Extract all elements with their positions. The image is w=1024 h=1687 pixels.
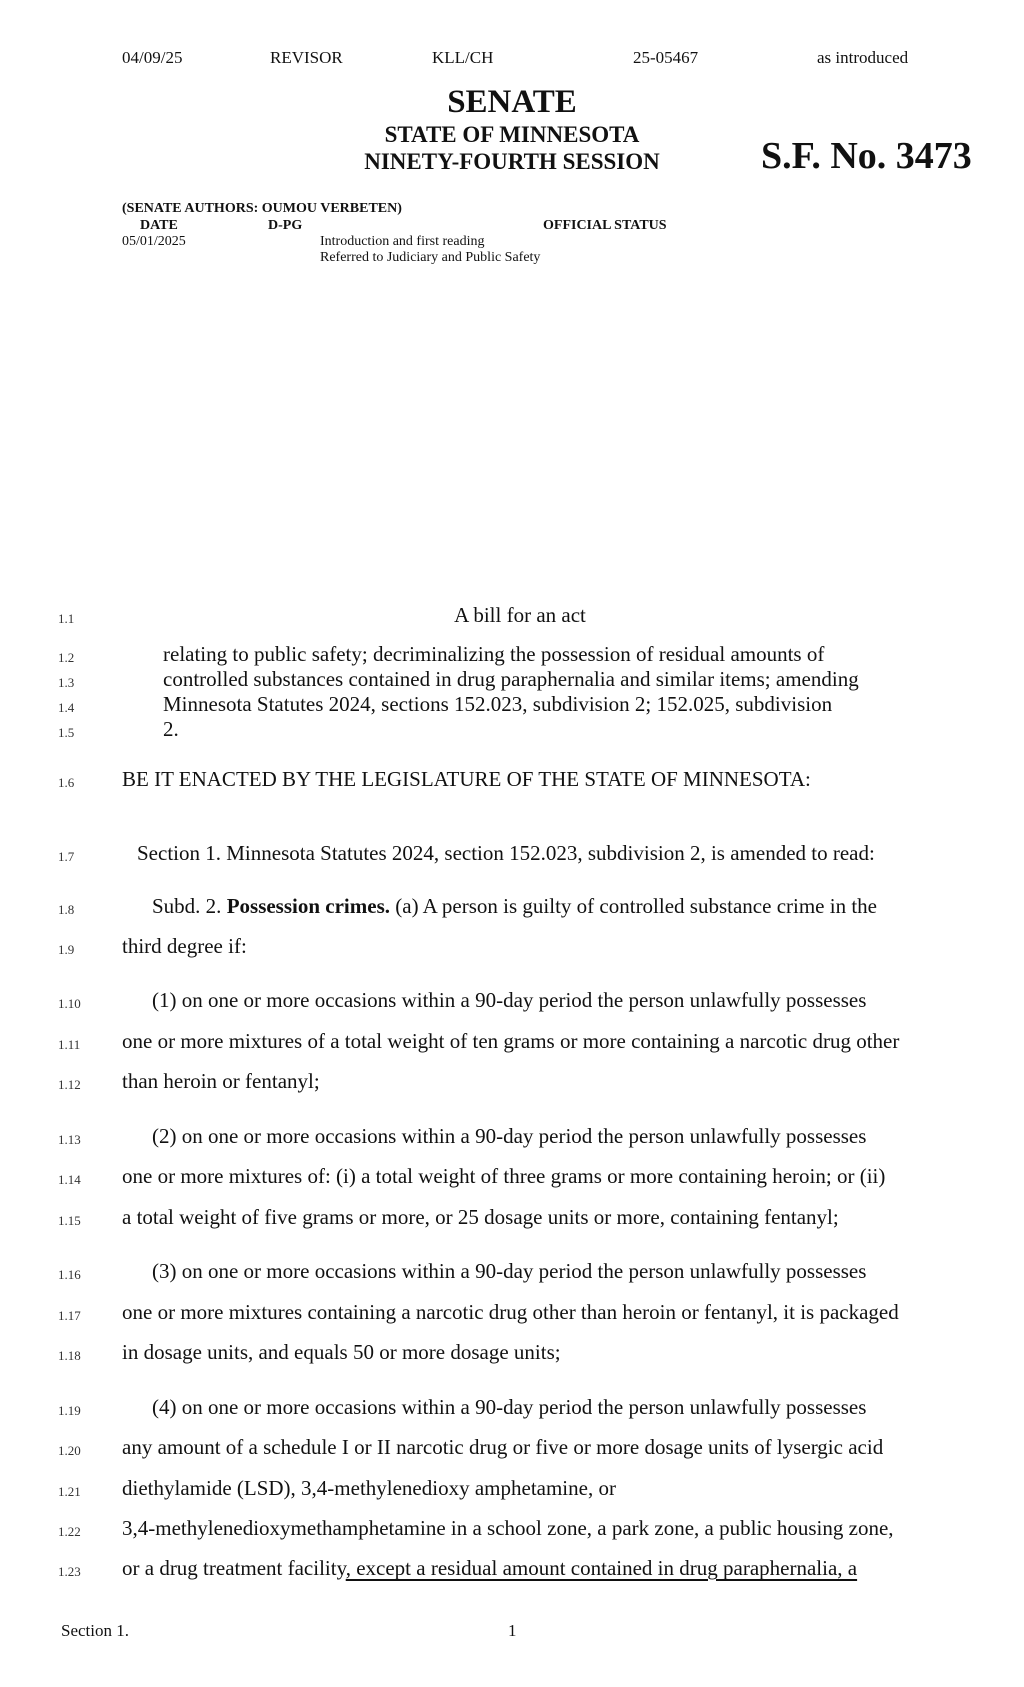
line-number: 1.16: [58, 1267, 81, 1282]
inserted-text: , except a residual amount contained in drug paraphernalia, a: [345, 1556, 858, 1580]
bill-text-line: a total weight of five grams or more, or 25 dosage units or more, containing fentanyl;: [122, 1205, 839, 1229]
line-number: 1.21: [58, 1484, 81, 1499]
line-number: 1.1: [58, 611, 75, 626]
bill-text-line: one or more mixtures containing a narcotic drug other than heroin or fentanyl, it is packaged: [122, 1300, 899, 1324]
line-number: 1.5: [58, 725, 75, 740]
line-number: 1.9: [58, 942, 75, 957]
session-title: NINETY-FOURTH SESSION: [364, 149, 660, 174]
bill-text-line: [122, 1556, 857, 1581]
bill-text-line: 2.: [163, 717, 179, 741]
line-number: 1.19: [58, 1403, 81, 1418]
bill-text-line: third degree if:: [122, 934, 247, 958]
line-number: 1.10: [58, 996, 81, 1011]
status-col-dpg: D-PG: [268, 218, 303, 233]
bill-text-line: one or more mixtures of: (i) a total weight of three grams or more containing heroin; or (ii): [122, 1164, 886, 1188]
status-col-date: DATE: [140, 218, 178, 233]
line-number: 1.8: [58, 902, 75, 917]
senate-authors: (SENATE AUTHORS: OUMOU VERBETEN): [122, 201, 402, 216]
line-number: 1.13: [58, 1132, 81, 1147]
line-number: 1.2: [58, 650, 75, 665]
bill-act-heading: A bill for an act: [454, 603, 586, 627]
bill-number: S.F. No. 3473: [761, 135, 972, 177]
senate-title: SENATE: [447, 84, 577, 120]
line-number: 1.6: [58, 775, 75, 790]
header-date: 04/09/25: [122, 48, 183, 67]
line-number: 1.7: [58, 849, 75, 864]
line-number: 1.14: [58, 1172, 81, 1187]
bill-text-line: (2) on one or more occasions within a 90-day period the person unlawfully possesses: [152, 1124, 867, 1148]
bill-text-line: 3,4-methylenedioxymethamphetamine in a school zone, a park zone, a public housing zone,: [122, 1516, 894, 1540]
page-number: 1: [508, 1621, 517, 1640]
header-initials: KLL/CH: [432, 48, 494, 67]
bill-text-line: than heroin or fentanyl;: [122, 1069, 320, 1093]
bill-text-line: in dosage units, and equals 50 or more dosage units;: [122, 1340, 561, 1364]
line-number: 1.18: [58, 1348, 81, 1363]
bill-text-line: (3) on one or more occasions within a 90-day period the person unlawfully possesses: [152, 1259, 867, 1283]
line-number: 1.17: [58, 1308, 81, 1323]
line-number: 1.15: [58, 1213, 81, 1228]
subd-title: Possession crimes.: [226, 894, 391, 918]
status-row-action-2: Referred to Judiciary and Public Safety: [320, 250, 541, 265]
bill-text-line: (4) on one or more occasions within a 90-day period the person unlawfully possesses: [152, 1395, 867, 1419]
bill-text-line: diethylamide (LSD), 3,4-methylenedioxy amphetamine, or: [122, 1476, 616, 1500]
enacting-clause: BE IT ENACTED BY THE LEGISLATURE OF THE STATE OF MINNESOTA:: [122, 767, 811, 791]
bill-text-line: controlled substances contained in drug paraphernalia and similar items; amending: [163, 667, 859, 691]
line-number: 1.3: [58, 675, 75, 690]
state-title: STATE OF MINNESOTA: [384, 122, 640, 147]
section-heading: Section 1. Minnesota Statutes 2024, section 152.023, subdivision 2, is amended to read:: [137, 841, 875, 865]
line-number: 1.12: [58, 1077, 81, 1092]
subdivision-heading: [152, 894, 877, 919]
subd-label: Subd. 2.: [152, 894, 227, 918]
bill-text-line: one or more mixtures of a total weight of ten grams or more containing a narcotic drug other: [122, 1029, 900, 1053]
line-number: 1.11: [58, 1037, 81, 1052]
status-col-official: OFFICIAL STATUS: [543, 218, 667, 233]
header-status: as introduced: [817, 48, 909, 67]
header-revisor: REVISOR: [270, 48, 343, 67]
status-row-date: 05/01/2025: [122, 234, 186, 249]
bill-text-line: (1) on one or more occasions within a 90-day period the person unlawfully possesses: [152, 988, 867, 1012]
bill-text-line: any amount of a schedule I or II narcotic drug or five or more dosage units of lysergic acid: [122, 1435, 884, 1459]
line-number: 1.20: [58, 1443, 81, 1458]
existing-text: or a drug treatment facility: [122, 1556, 346, 1580]
status-row-action-1: Introduction and first reading: [320, 234, 485, 249]
subd-text: (a) A person is guilty of controlled substance crime in the: [390, 894, 877, 918]
line-number: 1.4: [58, 700, 75, 715]
line-number: 1.23: [58, 1564, 81, 1579]
bill-text-line: Minnesota Statutes 2024, sections 152.023, subdivision 2; 152.025, subdivision: [163, 692, 833, 716]
footer-section: Section 1.: [61, 1621, 129, 1640]
bill-text-line: relating to public safety; decriminalizing the possession of residual amounts of: [163, 642, 825, 666]
header-doc-number: 25-05467: [633, 48, 699, 67]
line-number: 1.22: [58, 1524, 81, 1539]
